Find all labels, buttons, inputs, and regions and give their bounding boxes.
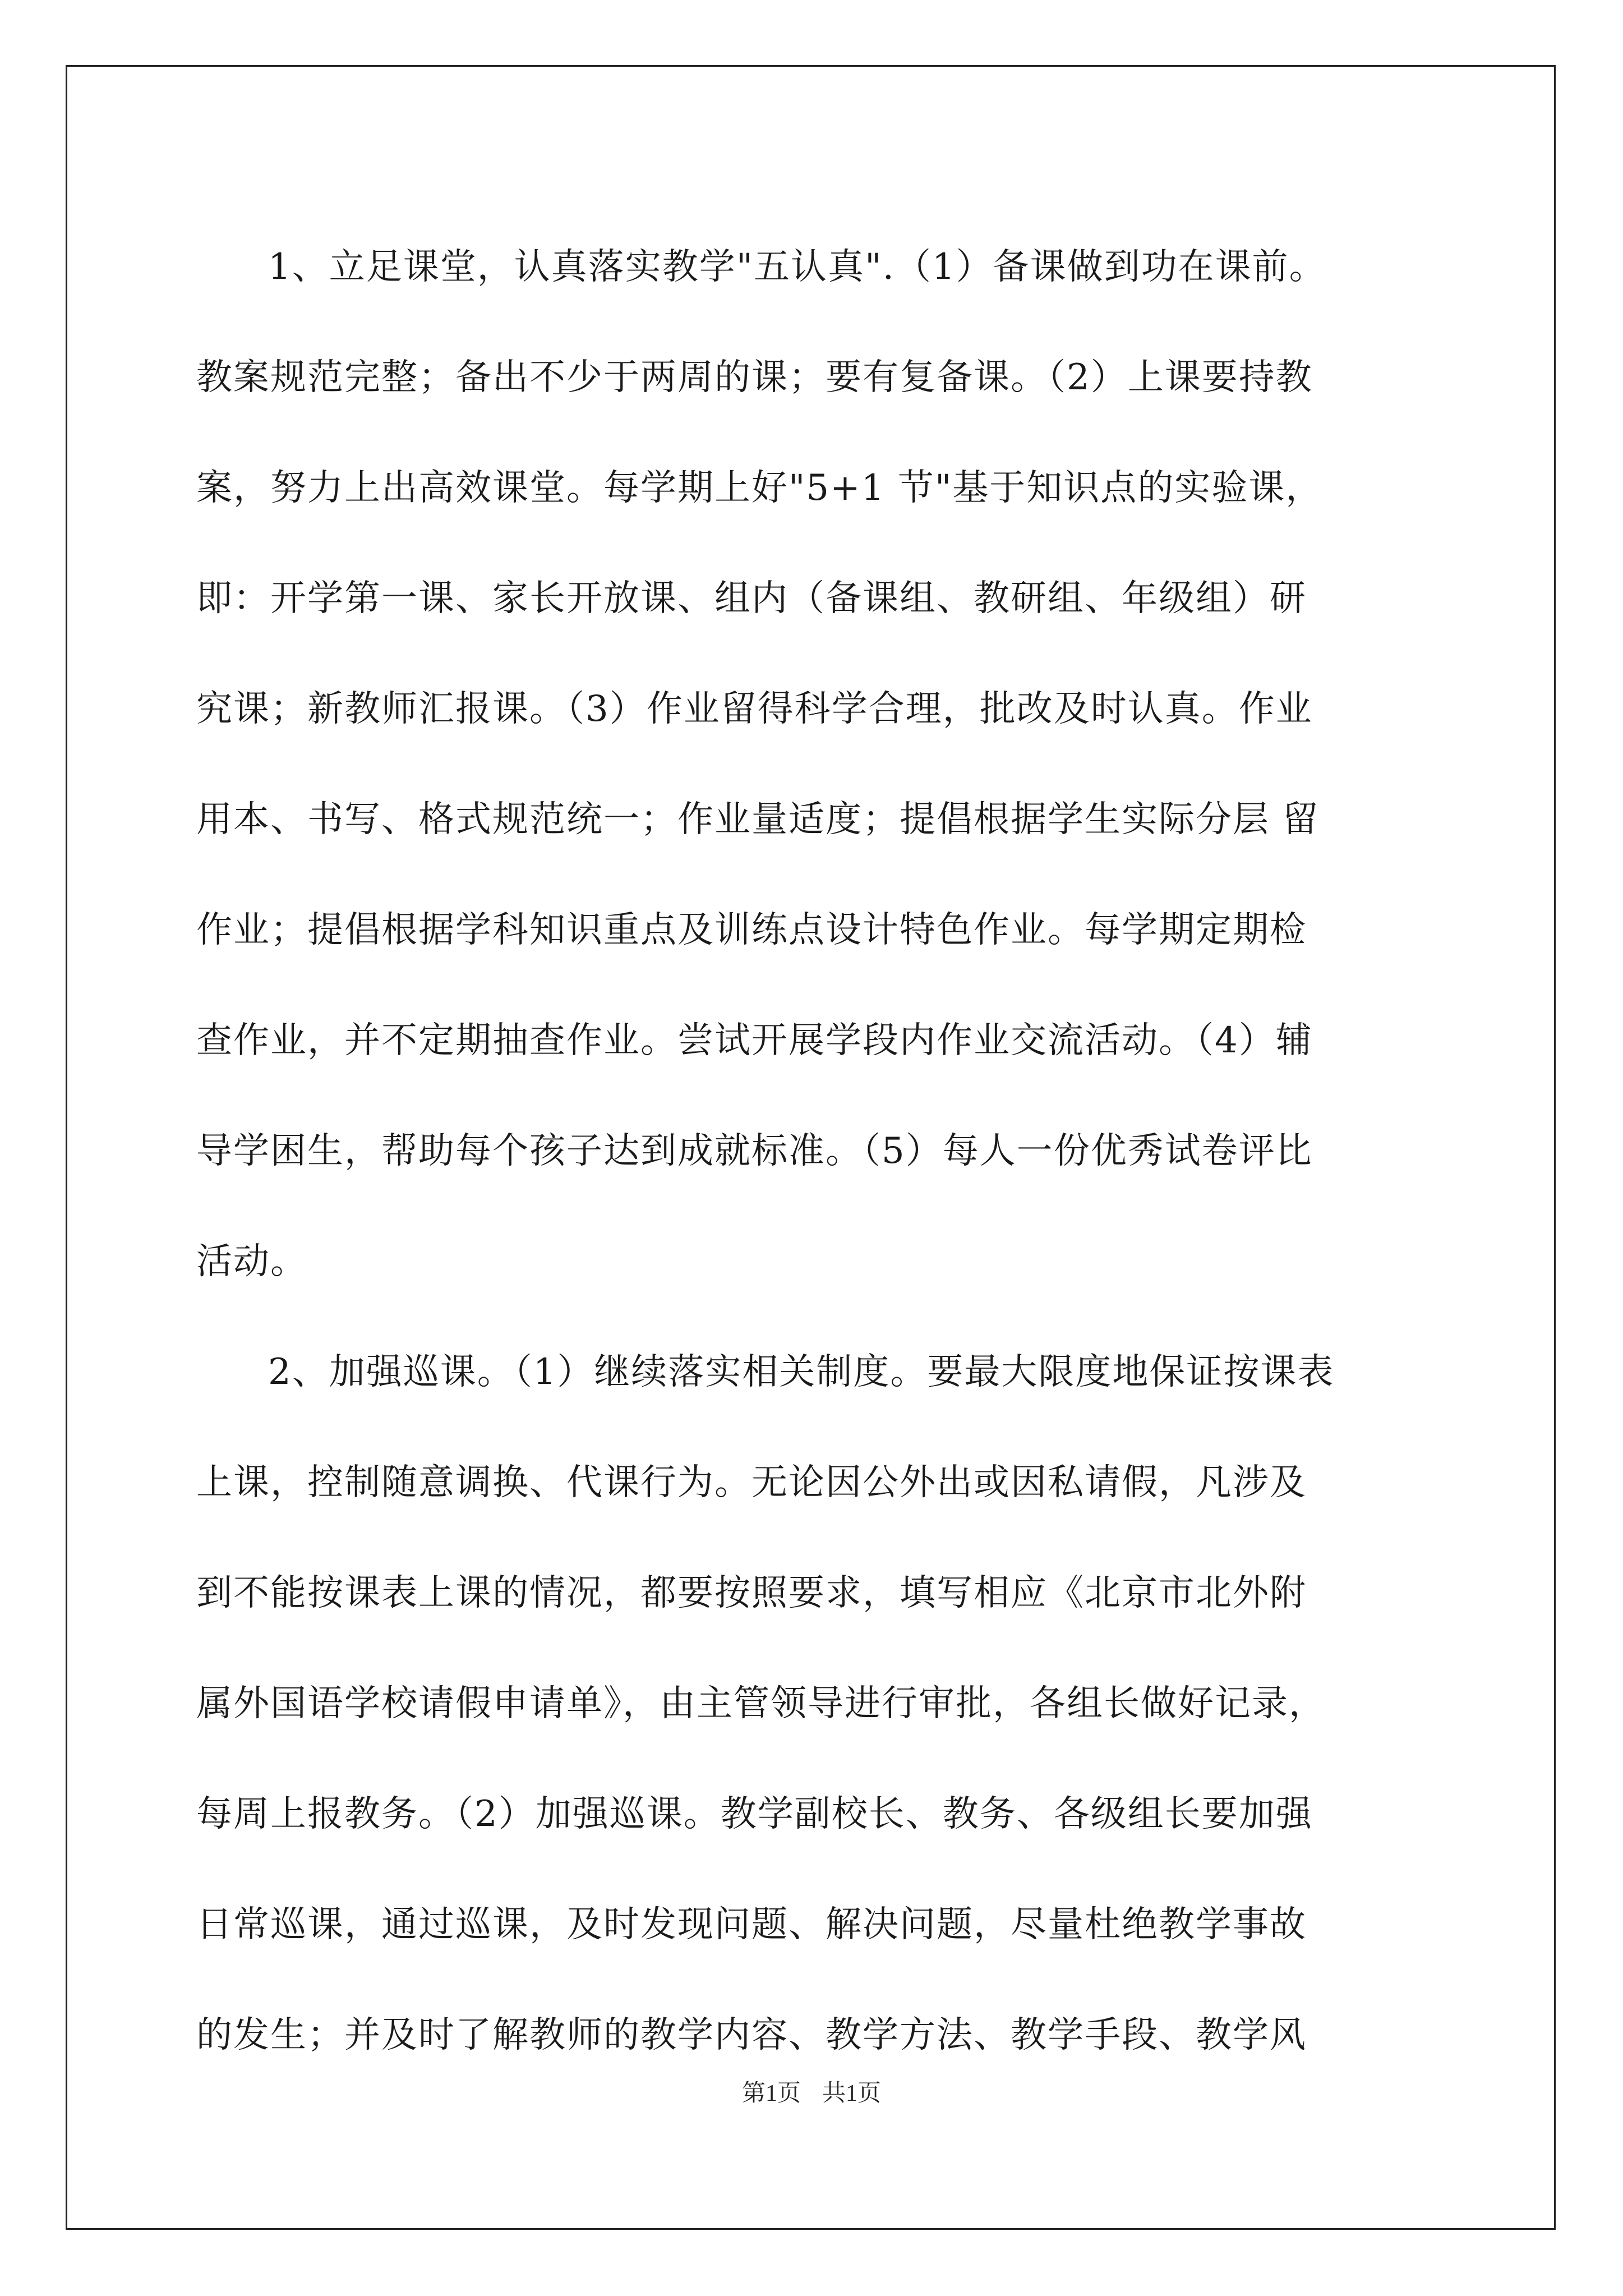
paragraph-2-line-7: 的发生；并及时了解教师的教学内容、教学方法、教学手段、教学风 <box>196 2014 1307 2056</box>
paragraph-2-line-6: 日常巡课，通过巡课，及时发现问题、解决问题，尽量杜绝教学事故 <box>196 1904 1307 1945</box>
document-body <box>196 212 1413 2091</box>
paragraph-1-line-2: 教案规范完整；备出不少于两周的课；要有复备课。（2）上课要持教 <box>196 357 1313 398</box>
paragraph-2-line-2: 上课，控制随意调换、代课行为。无论因公外出或因私请假，凡涉及 <box>196 1462 1307 1503</box>
paragraph-1-line-4: 即：开学第一课、家长开放课、组内（备课组、教研组、年级组）研 <box>196 578 1307 619</box>
paragraph-2-line-1: 2、加强巡课。（1）继续落实相关制度。要最大限度地保证按课表 <box>268 1351 1335 1393</box>
paragraph-1-line-9: 导学困生，帮助每个孩子达到成就标准。（5）每人一份优秀试卷评比 <box>196 1130 1313 1172</box>
paragraph-2-line-4: 属外国语学校请假申请单》，由主管领导进行审批，各组长做好记录， <box>196 1683 1326 1724</box>
paragraph-1-line-3: 案，努力上出高效课堂。每学期上好"5+1 节"基于知识点的实验课， <box>196 467 1323 509</box>
paragraph-1-line-6: 用本、书写、格式规范统一；作业量适度；提倡根据学生实际分层 留 <box>196 799 1320 840</box>
paragraph-2-line-5: 每周上报教务。（2）加强巡课。教学副校长、教务、各级组长要加强 <box>196 1793 1313 1835</box>
page-total: 共1页 <box>822 2081 882 2106</box>
paragraph-1-line-1: 1、立足课堂，认真落实教学"五认真".（1）备课做到功在课前。 <box>268 246 1326 288</box>
paragraph-2-line-3: 到不能按课表上课的情况，都要按照要求，填写相应《北京市北外附 <box>196 1572 1307 1614</box>
paragraph-1-line-8: 查作业，并不定期抽查作业。尝试开展学段内作业交流活动。（4）辅 <box>196 1020 1313 1061</box>
paragraph-1-line-5: 究课；新教师汇报课。（3）作业留得科学合理，批改及时认真。作业 <box>196 688 1313 730</box>
paragraph-1-line-10: 活动。 <box>196 1241 307 1282</box>
page-footer <box>0 2078 1623 2109</box>
paragraph-1-line-7: 作业；提倡根据学科知识重点及训练点设计特色作业。每学期定期检 <box>196 909 1307 951</box>
page-number: 第1页 <box>741 2081 801 2106</box>
